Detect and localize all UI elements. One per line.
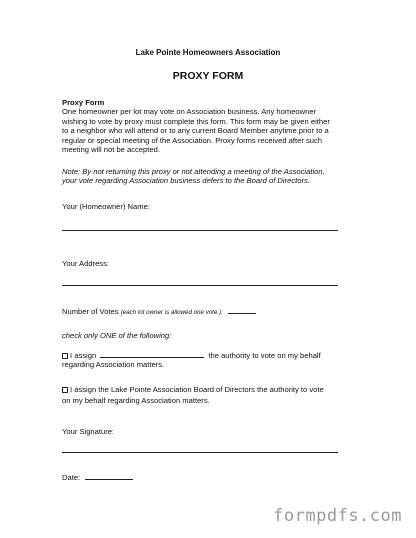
watermark: formpdfs.com [273,506,402,526]
date-row [62,472,133,482]
votes-note: (each lot owner is allowed one vote.): [120,309,223,316]
option1-line2: regarding Association matters. [62,360,165,369]
intro-line: regular or special meeting of the Association. Proxy forms received after such [62,135,322,145]
option2-line1: I assign the Lake Pointe Association Board of Directors the authority to vote [70,385,324,394]
votes-row [62,306,256,317]
organization-name: Lake Pointe Homeowners Association [135,48,281,57]
option2-line2: on my behalf regarding Association matters. [62,396,210,405]
address-field[interactable] [62,285,338,286]
votes-field[interactable] [228,306,256,314]
option1-suffix: the authority to vote on my behalf [208,351,321,360]
proxy-name-field[interactable] [100,350,204,358]
address-label: Your Address: [62,259,110,268]
form-title: PROXY FORM [172,70,244,82]
option2-row [62,385,324,394]
signature-field[interactable] [62,452,338,453]
date-field[interactable] [85,472,133,480]
option1-prefix: I assign [70,351,97,360]
intro-heading: Proxy Form [62,98,105,107]
votes-label: Number of Votes [62,307,119,316]
name-label: Your (Homeowner) Name: [62,202,150,211]
name-field[interactable] [62,230,338,231]
note-line: your vote regarding Association business defers to the Board of Directors. [62,176,310,186]
intro-line: wishing to vote by proxy must complete this form. This form may be given either [62,116,330,126]
option1-row [62,350,321,360]
date-label: Date: [62,473,81,482]
note-line: Note: By not returning this proxy or not attending a meeting of the Association, [62,167,325,176]
check-instruction: check only ONE of the following: [62,331,172,340]
intro-line: One homeowner per lot may vote on Association business. Any homeowner [62,107,317,117]
intro-line: meeting will not be accepted. [62,145,160,155]
intro-section [62,98,362,154]
note-section [62,167,362,186]
option2-checkbox[interactable] [62,387,68,393]
intro-line: to a neighbor who will attend or to any current Board Member anytime prior to a [62,126,329,136]
option1-checkbox[interactable] [62,353,68,359]
signature-label: Your Signature: [62,427,115,436]
